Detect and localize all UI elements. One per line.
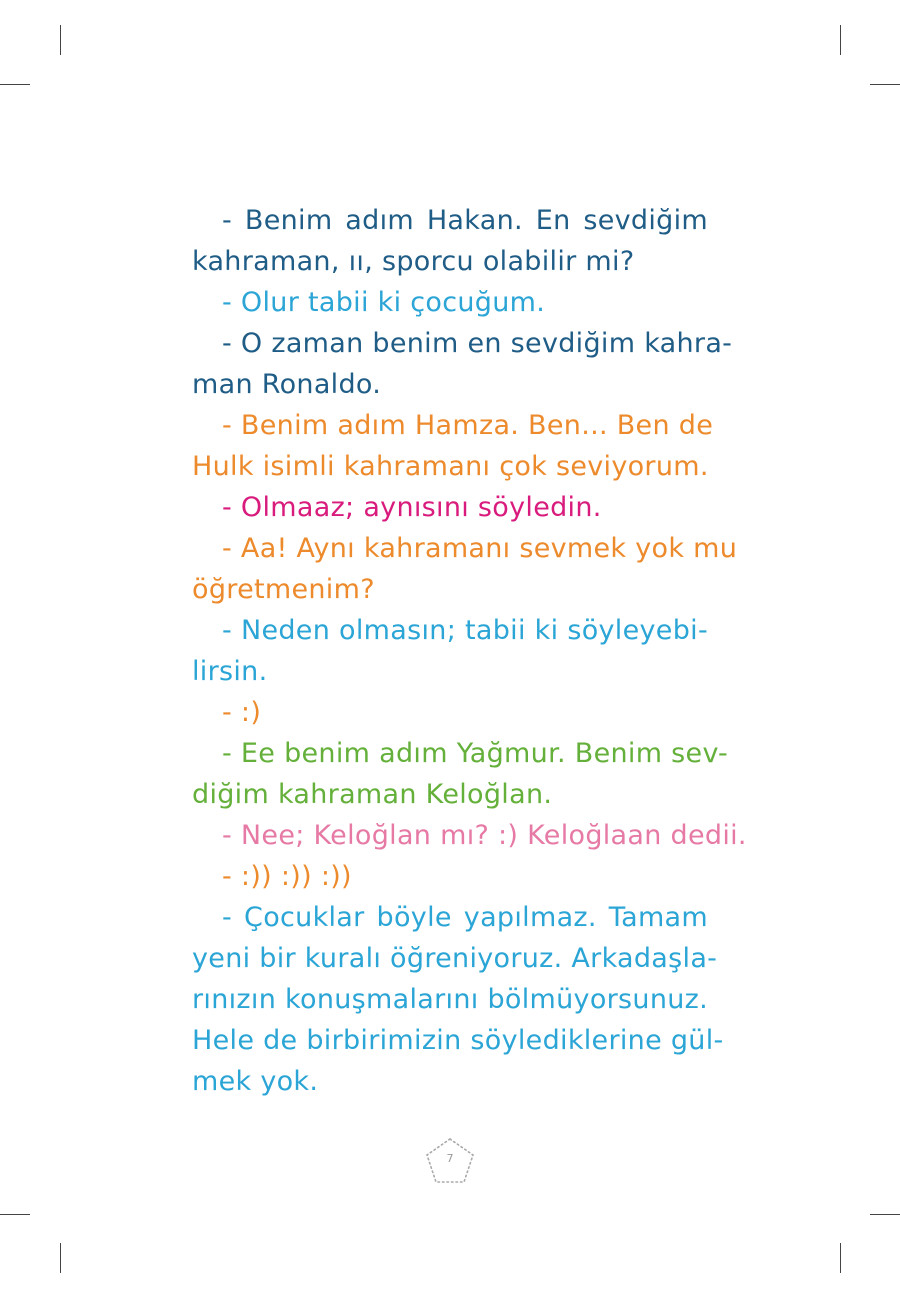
crop-mark [0,1214,30,1215]
crop-mark [840,1243,841,1273]
dialogue-line: - Çocuklar böyle yapılmaz. Tamam [222,902,708,933]
page-number-badge [424,1136,476,1186]
dialogue-line: yeni bir kuralı öğreniyoruz. Arkadaşla- [192,943,718,974]
dialogue-line: Hulk isimli kahramanı çok seviyorum. [192,451,709,482]
dialogue-line: - O zaman benim en sevdiğim kahra- [222,328,733,359]
crop-mark [0,84,30,85]
page-number: 7 [446,1152,454,1165]
dialogue-line: Hele de birbirimizin söylediklerine gül- [192,1025,724,1056]
dialogue-line: man Ronaldo. [192,369,382,400]
dialogue-line: - Neden olmasın; tabii ki söyleyebi- [222,615,708,646]
dialogue-line: - Olmaaz; aynısını söyledin. [222,492,602,523]
crop-mark [840,25,841,55]
dialogue-line: - Aa! Aynı kahramanı sevmek yok mu [222,533,738,564]
dialogue-line: diğim kahraman Keloğlan. [192,779,553,810]
dialogue-text-block [192,200,747,1102]
dialogue-line: rınızın konuşmalarını bölmüyorsunuz. [192,984,708,1015]
dialogue-line: - Benim adım Hamza. Ben... Ben de [222,410,714,441]
crop-mark [870,1214,900,1215]
crop-mark [870,84,900,85]
dialogue-line: - :)) :)) :)) [222,861,352,892]
dialogue-line: - Olur tabii ki çocuğum. [222,287,546,318]
dialogue-line: - Benim adım Hakan. En sevdiğim [222,205,708,236]
crop-mark [60,1243,61,1273]
dialogue-line: - Ee benim adım Yağmur. Benim sev- [222,738,729,769]
crop-mark [60,25,61,55]
dialogue-line: - Nee; Keloğlan mı? :) Keloğlaan dedii. [222,820,747,851]
dialogue-line: mek yok. [192,1066,319,1097]
dialogue-line: lirsin. [192,656,268,687]
dialogue-line: öğretmenim? [192,574,375,605]
dialogue-line: - :) [222,697,262,728]
dialogue-line: kahraman, ıı, sporcu olabilir mi? [192,246,635,277]
